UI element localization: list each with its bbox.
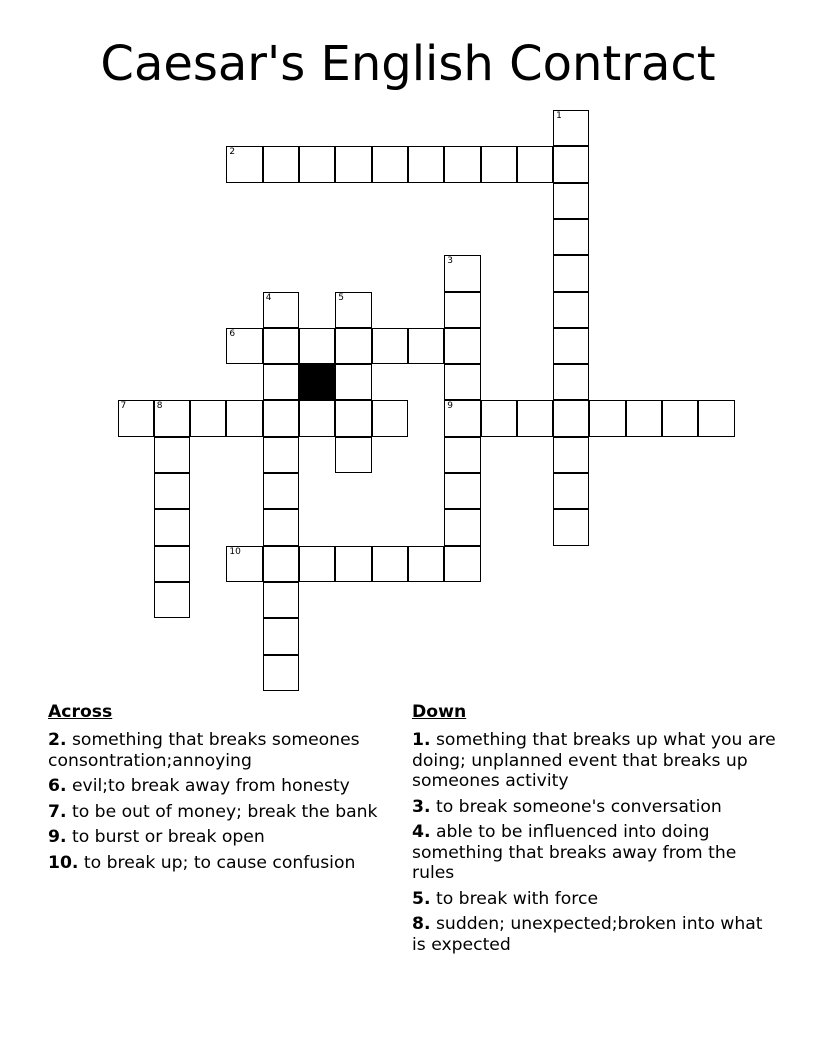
across-clue <box>48 802 393 823</box>
grid-cell[interactable] <box>335 437 371 473</box>
grid-cell[interactable] <box>335 546 371 582</box>
clue-text: something that breaks someones consontration;annoying <box>48 730 360 771</box>
down-clue <box>412 914 777 955</box>
grid-cell[interactable] <box>481 146 517 182</box>
clue-text: to burst or break open <box>71 827 265 847</box>
grid-cell[interactable] <box>589 400 625 436</box>
grid-cell[interactable] <box>553 146 589 182</box>
grid-cell[interactable] <box>553 509 589 545</box>
down-clue <box>412 730 777 792</box>
grid-cell[interactable] <box>517 400 553 436</box>
grid-cell[interactable] <box>154 473 190 509</box>
grid-cell[interactable] <box>444 364 480 400</box>
down-clue <box>412 797 777 818</box>
grid-cell[interactable] <box>698 400 734 436</box>
grid-cell[interactable] <box>226 328 262 364</box>
grid-cell[interactable] <box>226 546 262 582</box>
cell-number: 8 <box>156 401 163 412</box>
clue-text: to break someone's conversation <box>435 796 722 817</box>
grid-cell[interactable] <box>263 509 299 545</box>
across-clue <box>48 776 393 797</box>
across-heading: Across <box>48 702 113 722</box>
clue-number: 8. <box>412 914 431 934</box>
grid-cell[interactable] <box>226 146 262 182</box>
clue-text: to be out of money; break the bank <box>71 801 378 822</box>
grid-cell[interactable] <box>553 292 589 328</box>
cell-number: 5 <box>338 292 345 303</box>
grid-cell[interactable] <box>444 473 480 509</box>
clue-number: 2. <box>48 730 67 750</box>
grid-cell[interactable] <box>263 400 299 436</box>
grid-cell[interactable] <box>299 328 335 364</box>
grid-cell[interactable] <box>444 509 480 545</box>
grid-cell[interactable] <box>335 400 371 436</box>
grid-cell[interactable] <box>263 546 299 582</box>
clue-number: 6. <box>48 776 67 796</box>
clue-text: something that breaks up what you are doing; unplanned event that breaks up someones activity <box>412 730 776 791</box>
grid-cell[interactable] <box>626 400 662 436</box>
clue-number: 1. <box>412 730 431 750</box>
clue-number: 5. <box>412 888 431 909</box>
down-clue <box>412 822 777 884</box>
clue-number: 4. <box>412 822 431 842</box>
cell-number: 7 <box>120 401 127 412</box>
grid-cell[interactable] <box>226 400 262 436</box>
grid-cell[interactable] <box>553 473 589 509</box>
grid-cell[interactable] <box>444 255 480 291</box>
grid-cell[interactable] <box>154 546 190 582</box>
clue-number: 3. <box>412 796 431 817</box>
clue-number: 10. <box>48 852 79 873</box>
across-clue <box>48 827 393 848</box>
grid-cell[interactable] <box>263 473 299 509</box>
grid-cell[interactable] <box>408 546 444 582</box>
grid-cell[interactable] <box>372 400 408 436</box>
grid-cell[interactable] <box>553 110 589 146</box>
grid-cell[interactable] <box>263 146 299 182</box>
grid-cell[interactable] <box>154 509 190 545</box>
cell-number: 10 <box>229 546 241 557</box>
grid-cell[interactable] <box>662 400 698 436</box>
grid-cell[interactable] <box>553 400 589 436</box>
grid-cell[interactable] <box>299 546 335 582</box>
grid-cell[interactable] <box>444 146 480 182</box>
grid-cell[interactable] <box>444 437 480 473</box>
down-clue <box>412 889 777 910</box>
grid-cell[interactable] <box>335 328 371 364</box>
cell-number: 1 <box>556 111 562 121</box>
grid-cell[interactable] <box>553 364 589 400</box>
grid-cell[interactable] <box>299 400 335 436</box>
across-clue <box>48 853 393 874</box>
cell-number: 6 <box>229 328 236 339</box>
down-heading: Down <box>412 702 467 722</box>
grid-cell[interactable] <box>372 546 408 582</box>
cell-number: 3 <box>447 256 453 267</box>
grid-cell[interactable] <box>553 219 589 255</box>
grid-cell[interactable] <box>481 400 517 436</box>
clue-text: evil;to break away from honesty <box>71 776 350 796</box>
grid-cell[interactable] <box>263 364 299 400</box>
grid-cell[interactable] <box>263 292 299 328</box>
grid-cell[interactable] <box>335 292 371 328</box>
grid-cell[interactable] <box>263 328 299 364</box>
clue-text: to break with force <box>435 888 599 909</box>
across-clues <box>48 702 393 878</box>
grid-cell[interactable] <box>263 437 299 473</box>
grid-cell[interactable] <box>517 146 553 182</box>
grid-cell[interactable] <box>408 146 444 182</box>
black-square <box>299 364 335 400</box>
grid-cell[interactable] <box>263 582 299 618</box>
grid-cell[interactable] <box>154 437 190 473</box>
grid-cell[interactable] <box>372 328 408 364</box>
grid-cell[interactable] <box>372 146 408 182</box>
grid-cell[interactable] <box>444 546 480 582</box>
clue-text: to break up; to cause confusion <box>83 852 356 873</box>
clue-number: 9. <box>48 827 67 847</box>
grid-cell[interactable] <box>118 400 154 436</box>
grid-cell[interactable] <box>553 183 589 219</box>
grid-cell[interactable] <box>299 146 335 182</box>
puzzle-title: Caesar's English Contract <box>100 36 716 92</box>
grid-cell[interactable] <box>444 328 480 364</box>
grid-cell[interactable] <box>335 146 371 182</box>
grid-cell[interactable] <box>335 364 371 400</box>
grid-cell[interactable] <box>553 437 589 473</box>
cell-number: 4 <box>265 292 272 303</box>
cell-number: 2 <box>229 147 236 158</box>
grid-cell[interactable] <box>553 328 589 364</box>
grid-cell[interactable] <box>553 255 589 291</box>
grid-cell[interactable] <box>408 328 444 364</box>
clue-text: sudden; unexpected;broken into what is expected <box>412 914 763 955</box>
cell-number: 9 <box>447 401 453 412</box>
grid-cell[interactable] <box>263 618 299 654</box>
down-clues <box>412 702 777 960</box>
clue-text: able to be influenced into doing something that breaks away from the rules <box>412 822 737 883</box>
across-clue <box>48 730 393 771</box>
grid-cell[interactable] <box>444 400 480 436</box>
grid-cell[interactable] <box>263 655 299 691</box>
grid-cell[interactable] <box>154 400 190 436</box>
grid-cell[interactable] <box>154 582 190 618</box>
clue-number: 7. <box>48 801 67 822</box>
grid-cell[interactable] <box>190 400 226 436</box>
grid-cell[interactable] <box>444 292 480 328</box>
